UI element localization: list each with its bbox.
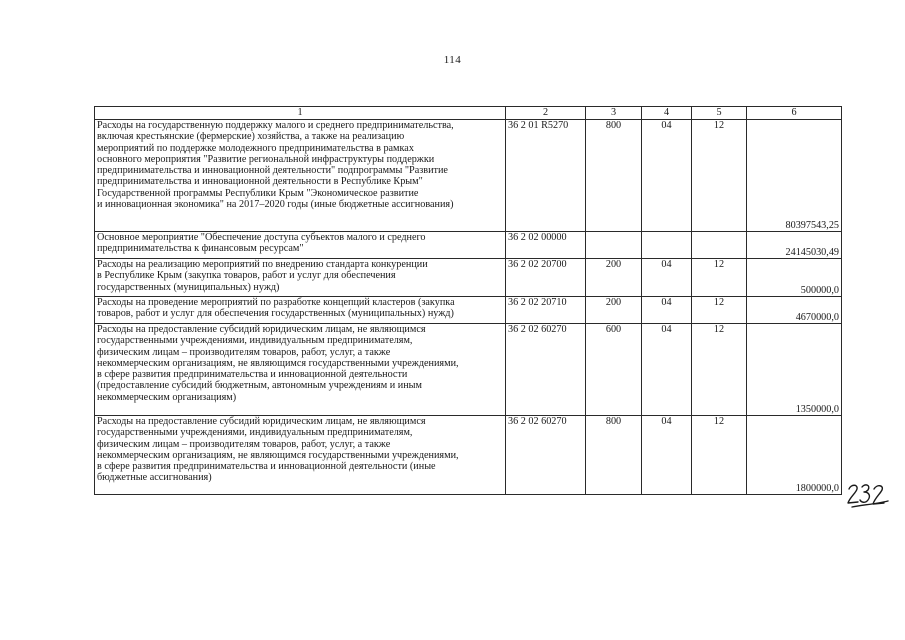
row-amount: 24145030,49 [747, 232, 842, 259]
row-description [95, 324, 506, 416]
description-line: государственных (муниципальных) нужд) [97, 281, 280, 293]
description-line: Расходы на предоставление субсидий юридическим лицам, не являющимся [97, 324, 426, 335]
row-amount: 1800000,0 [747, 416, 842, 495]
row-subsection [692, 232, 747, 259]
row-expense-type: 800 [586, 120, 642, 232]
row-section: 04 [642, 297, 692, 324]
row-target-code: 36 2 02 60270 [506, 324, 586, 416]
row-target-code: 36 2 01 R5270 [506, 120, 586, 232]
row-target-code: 36 2 02 20700 [506, 259, 586, 297]
table-row [95, 259, 842, 297]
description-line: некоммерческим организациям, не являющимся государственными учреждениями, [97, 449, 459, 461]
description-line: некоммерческим организациям, не являющимся государственными учреждениями, [97, 357, 459, 369]
description-line: Основное мероприятие "Обеспечение доступа субъектов малого и среднего [97, 232, 426, 243]
row-description [95, 416, 506, 495]
table-row [95, 416, 842, 495]
description-line: предпринимательства к финансовым ресурсам" [97, 243, 304, 255]
description-line: товаров, работ и услуг для обеспечения государственных (муниципальных) нужд) [97, 308, 454, 320]
table-row [95, 297, 842, 324]
row-amount: 1350000,0 [747, 324, 842, 416]
row-expense-type: 600 [586, 324, 642, 416]
row-subsection: 12 [692, 324, 747, 416]
description-line: предпринимательства и инновационной деятельности" подпрограммы "Развитие [97, 165, 448, 177]
row-section: 04 [642, 259, 692, 297]
row-expense-type: 200 [586, 297, 642, 324]
row-subsection: 12 [692, 259, 747, 297]
row-description [95, 259, 506, 297]
row-expense-type: 200 [586, 259, 642, 297]
row-expense-type [586, 232, 642, 259]
row-subsection: 12 [692, 120, 747, 232]
row-description [95, 232, 506, 259]
header-cell-4: 4 [642, 107, 692, 120]
table-row [95, 324, 842, 416]
description-line: Государственной программы Республики Крым "Экономическое развитие [97, 187, 419, 199]
header-cell-1: 1 [95, 107, 506, 120]
page-number: 114 [443, 54, 462, 66]
row-description [95, 297, 506, 324]
description-line: Расходы на предоставление субсидий юридическим лицам, не являющимся [97, 416, 426, 427]
table-row [95, 232, 842, 259]
row-section: 04 [642, 416, 692, 495]
description-line: в сфере развития предпринимательства и инновационной деятельности [97, 369, 408, 381]
row-section: 04 [642, 120, 692, 232]
row-amount: 4670000,0 [747, 297, 842, 324]
row-expense-type: 800 [586, 416, 642, 495]
row-section: 04 [642, 324, 692, 416]
table-row [95, 120, 842, 232]
description-line: (предоставление субсидий бюджетным, автономным учреждениям и иным [97, 380, 422, 392]
row-amount: 80397543,25 [747, 120, 842, 232]
header-cell-3: 3 [586, 107, 642, 120]
description-line: и инновационная экономика" на 2017–2020 годы (иные бюджетные ассигнования) [97, 199, 454, 211]
row-amount: 500000,0 [747, 259, 842, 297]
row-subsection: 12 [692, 416, 747, 495]
row-target-code: 36 2 02 20710 [506, 297, 586, 324]
description-line: Расходы на государственную поддержку малого и среднего предпринимательства, [97, 120, 454, 131]
handwritten-signature-icon [846, 480, 890, 508]
row-target-code: 36 2 02 60270 [506, 416, 586, 495]
header-cell-5: 5 [692, 107, 747, 120]
description-line: в сфере развития предпринимательства и инновационной деятельности (иные [97, 461, 436, 473]
description-line: физическим лицам – производителям товаров, работ, услуг, а также [97, 438, 391, 450]
row-subsection: 12 [692, 297, 747, 324]
description-line: в Республике Крым (закупка товаров, работ и услуг для обеспечения [97, 270, 396, 282]
budget-table [94, 106, 842, 495]
description-line: государственными учреждениями, индивидуальным предпринимателям, [97, 427, 413, 439]
description-line: Расходы на проведение мероприятий по разработке концепций кластеров (закупка [97, 297, 455, 308]
description-line: включая крестьянские (фермерские) хозяйства, а также на реализацию [97, 131, 405, 143]
description-line: предпринимательства и инновационной деятельности в Республике Крым" [97, 176, 423, 188]
description-line: государственными учреждениями, индивидуальным предпринимателям, [97, 335, 413, 347]
table-header-row [95, 107, 842, 120]
description-line: некоммерческим организациям) [97, 391, 237, 403]
header-cell-2: 2 [506, 107, 586, 120]
row-target-code: 36 2 02 00000 [506, 232, 586, 259]
description-line: мероприятий по поддержке молодежного предпринимательства в рамках [97, 142, 414, 154]
header-cell-6: 6 [747, 107, 842, 120]
row-description [95, 120, 506, 232]
description-line: Расходы на реализацию мероприятий по внедрению стандарта конкуренции [97, 259, 428, 270]
description-line: бюджетные ассигнования) [97, 472, 212, 484]
row-section [642, 232, 692, 259]
description-line: физическим лицам – производителям товаров, работ, услуг, а также [97, 346, 391, 358]
description-line: основного мероприятия "Развитие региональной инфраструктуры поддержки [97, 153, 435, 165]
